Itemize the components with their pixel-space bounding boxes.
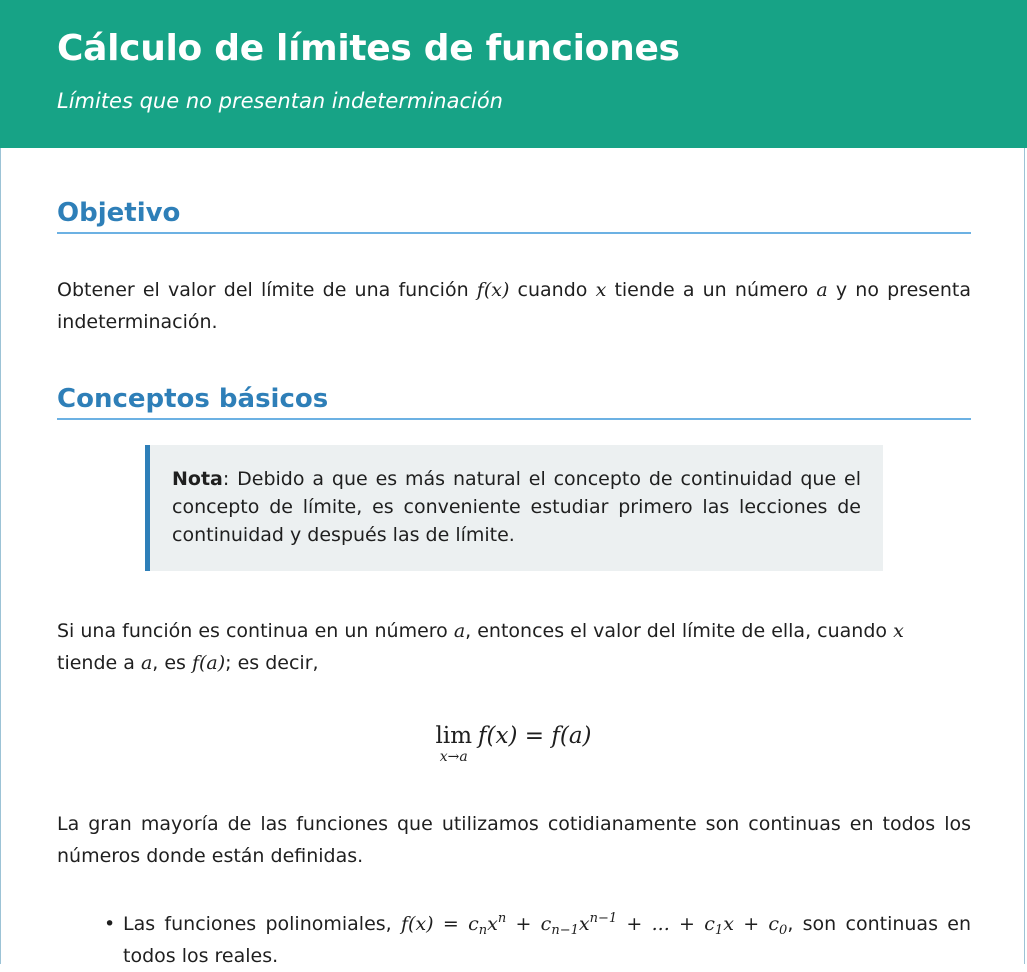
lim-subscript: x→a	[439, 749, 468, 765]
math-a: a	[453, 620, 466, 642]
math-a: a	[140, 652, 153, 674]
math-fx: f(x)	[476, 279, 510, 301]
math: f(x) = c	[401, 913, 479, 935]
list-item	[104, 908, 971, 972]
math: x + c	[723, 913, 780, 935]
bullet-list	[104, 908, 971, 972]
lim-operator	[435, 722, 472, 764]
continuity-paragraph	[57, 615, 971, 679]
note-box	[145, 445, 883, 571]
math-sub: 1	[714, 923, 724, 938]
lim-word: lim	[435, 723, 473, 749]
text: Obtener el valor del límite de una función	[57, 279, 477, 301]
math-sub: n−1	[551, 923, 579, 938]
text: Si una función es continua en un número	[57, 620, 454, 642]
math: x	[578, 913, 590, 935]
math-x: x	[893, 620, 904, 642]
math: + c	[506, 913, 552, 935]
math: x	[487, 913, 498, 935]
polynomial-formula	[401, 911, 788, 938]
page-subtitle: Límites que no presentan indeterminación	[57, 89, 503, 113]
page-title: Cálculo de límites de funciones	[57, 28, 680, 69]
formula-body: f(x) = f(a)	[478, 723, 592, 749]
math-sup: n	[497, 911, 507, 926]
objetivo-paragraph	[57, 274, 971, 338]
text: tiende a un número	[606, 279, 817, 301]
text: , es	[152, 652, 192, 674]
math: + ... + c	[617, 913, 715, 935]
text: ; es decir,	[225, 652, 319, 674]
text: tiende a	[57, 652, 141, 674]
limit-formula	[0, 722, 1027, 772]
math-fa: f(a)	[191, 652, 226, 674]
math-sub: 0	[779, 923, 788, 938]
section-heading-objetivo: Objetivo	[57, 198, 971, 234]
note-label: Nota	[172, 468, 223, 490]
text: Las funciones polinomiales,	[123, 913, 401, 935]
text: cuando	[509, 279, 596, 301]
text: y no presenta indeterminación.	[57, 279, 971, 333]
math-a: a	[816, 279, 828, 301]
section-heading-conceptos: Conceptos básicos	[57, 384, 971, 420]
note-text: : Debido a que es más natural el concepto de continuidad que el concepto de límite, es conveniente estudiar primero las lecciones de continuidad y después las de límite.	[172, 468, 861, 546]
majority-paragraph: La gran mayoría de las funciones que utilizamos cotidianamente son continuas en todos los números donde están definidas.	[57, 813, 971, 867]
page-header	[0, 0, 1027, 148]
math-x: x	[595, 279, 607, 301]
text: , son continuas en todos los reales.	[123, 913, 971, 967]
math-sup: n−1	[589, 911, 618, 926]
text: , entonces el valor del límite de ella, cuando	[465, 620, 894, 642]
math-sub: n	[478, 923, 488, 938]
